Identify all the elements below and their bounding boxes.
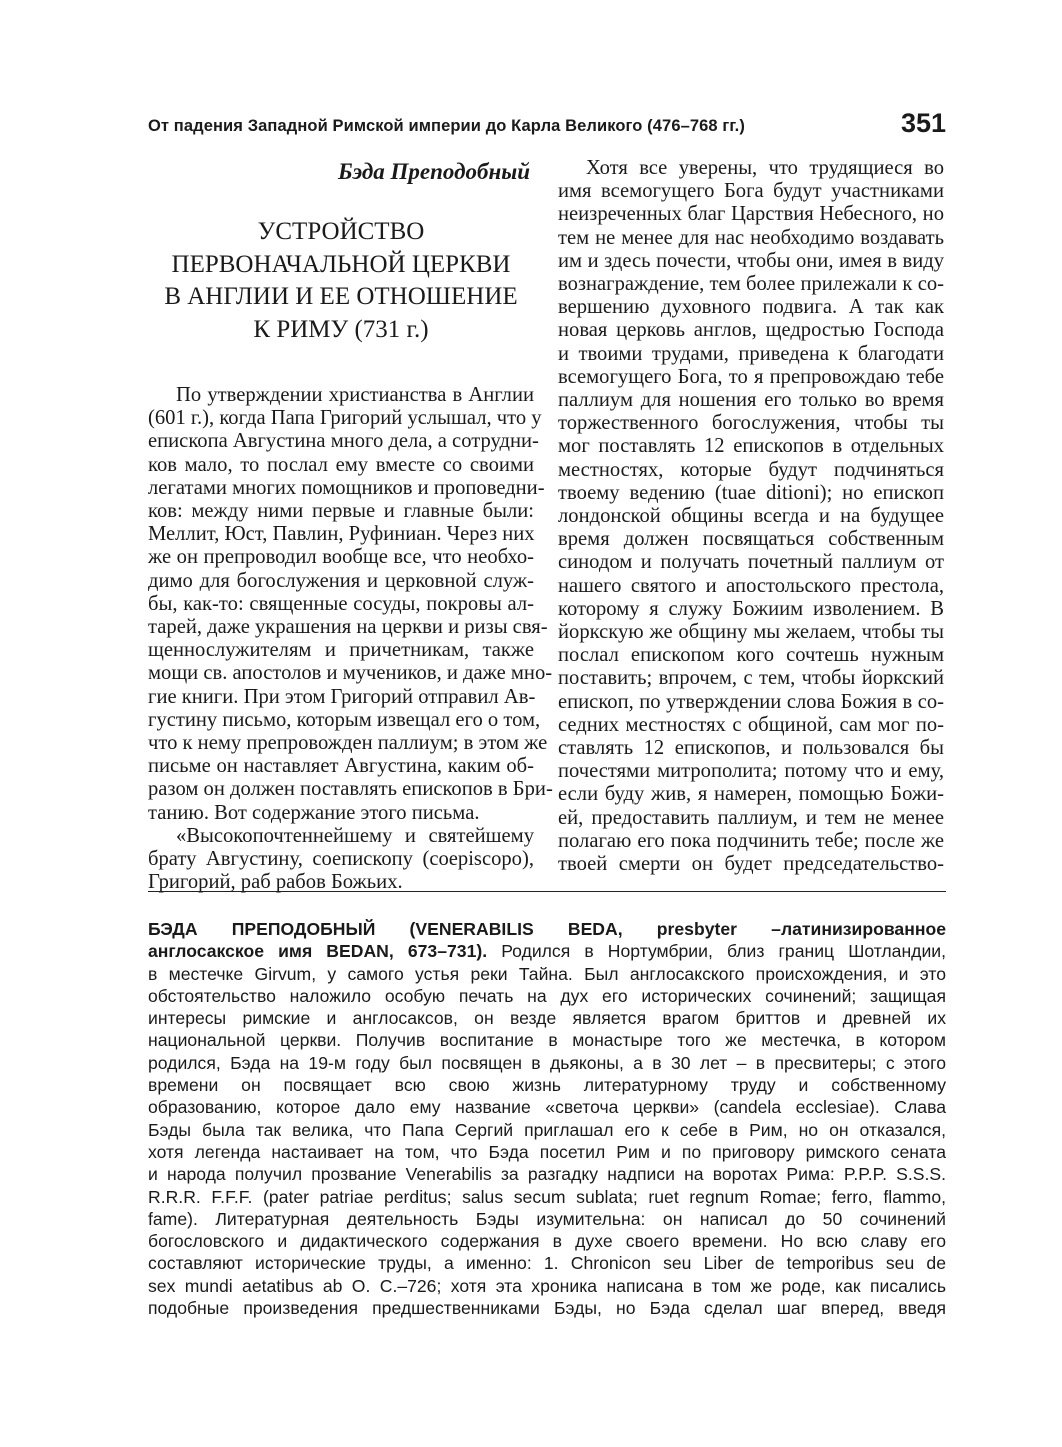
footnote-line: хотя легенда настаивает на том, что Бэда посетил Рим и по приговору римского сената bbox=[148, 1141, 946, 1162]
text-line: По утверждении христианства в Англии bbox=[176, 384, 534, 406]
text-line: «Высокопочтеннейшему и святейшему bbox=[176, 824, 534, 847]
text-line: Меллит, Юст, Павлин, Руфиниан. Через них bbox=[148, 523, 535, 546]
footnote-line bbox=[148, 940, 946, 962]
footnote-line: обстоятельство наложило особую печать на дух его исторических сочинений; защищая bbox=[148, 985, 946, 1006]
text-line: ставлять 12 епископов, и пользовался бы bbox=[558, 737, 944, 760]
footnote-line: sex mundi aetatibus ab O. C.–726; хотя эта хроника написана в том же роде, как писались bbox=[148, 1275, 946, 1296]
footnote-line: подобные произведения предшественниками Бэды, но Бэда сделал шаг вперед, введя bbox=[148, 1298, 946, 1319]
text-line: ков мало, то послал ему вместе со своими bbox=[148, 453, 534, 476]
text-line: легатами многих помощников и проповедни- bbox=[148, 476, 545, 499]
footnote-line: времени он посвящает всю свою жизнь литературному труду и собственному bbox=[148, 1075, 946, 1096]
footnote-line: и народа получил прозвание Venerabilis за разгадку надписи на воротах Рима: P.P.P. S.S.S. bbox=[148, 1164, 946, 1185]
text-line: мог поставлять 12 епископов в отдельных bbox=[558, 435, 944, 458]
text-line: гие книги. При этом Григорий отправил Ав- bbox=[148, 685, 536, 708]
text-line: почестями митрополита; потому что и ему, bbox=[558, 760, 944, 783]
footnote-block bbox=[148, 918, 946, 1319]
text-line: брату Августину, соепископу (coepiscopo), bbox=[148, 848, 534, 871]
footnote-line: составляют исторические труды, а именно: 1. Chronicon seu Liber de temporibus seu de bbox=[148, 1253, 946, 1274]
title-line: УСТРОЙСТВО bbox=[257, 218, 425, 245]
text-line: тем не менее для нас необходимо воздавать bbox=[558, 226, 944, 249]
footnote-text: Родился в Нортумбрии, близ границ Шотландии, bbox=[487, 941, 946, 962]
right-column bbox=[558, 156, 944, 876]
footnote-line: Бэды была так велика, что Папа Сергий приглашал его к себе в Рим, но он отказался, bbox=[148, 1119, 946, 1140]
text-line: послал епископом кого сочтешь нужным bbox=[558, 644, 944, 667]
title-line: В АНГЛИИ И ЕЕ ОТНОШЕНИЕ bbox=[164, 283, 518, 310]
text-line: Хотя все уверены, что трудящиеся во bbox=[586, 157, 944, 179]
text-line: танию. Вот содержание этого письма. bbox=[148, 801, 480, 824]
text-line: вознаграждение, тем более прилежали к со- bbox=[558, 273, 944, 296]
text-line: (601 г.), когда Папа Григорий услышал, что у bbox=[148, 407, 542, 430]
text-line: епископ, по утверждении слова Божия в со- bbox=[558, 690, 944, 713]
text-line: тарей, даже украшения на церкви и ризы свя- bbox=[148, 616, 548, 639]
text-line: которому я служу Божиим изволением. В bbox=[558, 597, 944, 620]
text-line: вершению духовного подвига. А так как bbox=[558, 296, 944, 319]
text-line: что к нему препровожден паллиум; в этом же bbox=[148, 732, 548, 755]
text-line: и твоими трудами, приведена к благодати bbox=[558, 342, 944, 365]
author-name: Бэда Преподобный bbox=[337, 159, 530, 184]
footnote-heading: БЭДА ПРЕПОДОБНЫЙ (VENERABILIS BEDA, presbyter –латинизированное bbox=[148, 919, 946, 939]
article-title bbox=[148, 216, 534, 346]
text-line: паллиум для ношения его только во время bbox=[558, 389, 944, 412]
text-line: если буду жив, я намерен, помощью Божи- bbox=[558, 783, 944, 806]
footnote-line bbox=[148, 918, 946, 940]
text-line: бы, как-то: священные сосуды, покровы ал- bbox=[148, 592, 534, 615]
footnote-line: R.R.R. F.F.F. (pater patriae perditus; salus secum sublata; ruet regnum Romae; ferro, flammo, bbox=[148, 1186, 946, 1207]
text-line: щеннослужителям и причетникам, также bbox=[148, 639, 534, 662]
right-column-text bbox=[558, 156, 944, 876]
text-line: седних местностях с общиной, сам мог по- bbox=[558, 713, 944, 736]
text-line: мощи св. апостолов и мучеников, и даже мно- bbox=[148, 662, 553, 685]
footnote-line: родился, Бэда на 19-м году был посвящен в дьяконы, а в 30 лет – в пресвитеры; с этого bbox=[148, 1052, 946, 1073]
text-line: нашего святого и апостольского престола, bbox=[558, 574, 944, 597]
footnote-line: национальной церкви. Получив воспитание в монастыре того же местечка, в котором bbox=[148, 1030, 946, 1051]
text-line: всемогущего Бога, то я препровождаю тебе bbox=[558, 365, 944, 388]
title-line: К РИМУ (731 г.) bbox=[253, 315, 429, 343]
text-line: Григорий, раб рабов Божьих. bbox=[148, 871, 403, 894]
footnote-heading-cont: англосакское имя BEDAN, 673–731). bbox=[148, 941, 488, 962]
text-line: епископа Августина много дела, а сотрудни- bbox=[148, 430, 539, 453]
text-line: торжественного богослужения, чтобы ты bbox=[558, 412, 944, 435]
text-line: имя всемогущего Бога будут участниками bbox=[558, 180, 944, 203]
footnote-line: образованию, которое дало ему название «светоча церкви» (candela ecclesiae). Слава bbox=[148, 1097, 946, 1118]
text-line: синодом и получать почетный паллиум от bbox=[558, 551, 944, 574]
running-header: От падения Западной Римской империи до Карла Великого (476–768 гг.) bbox=[148, 117, 745, 135]
text-line: твоей смерти он будет председательство- bbox=[558, 853, 944, 876]
footnote-line: в местечке Girvum, у самого устья реки Тайна. Был англосакского происхождения, и это bbox=[148, 963, 946, 984]
footnote-line: fame). Литературная деятельность Бэды изумительна: он написал до 50 сочинений bbox=[148, 1208, 946, 1229]
text-line: разом он должен поставлять епископов в Бри- bbox=[148, 778, 553, 801]
text-line: письме он наставляет Августина, каким об- bbox=[148, 755, 534, 778]
footnote-line: интересы римские и англосаксов, он везде является врагом бриттов и древней их bbox=[148, 1008, 946, 1029]
text-line: местностях, которые будут подчиняться bbox=[558, 458, 944, 481]
page-number: 351 bbox=[900, 108, 946, 138]
text-line: им и здесь почести, чтобы они, имея в виду bbox=[558, 249, 944, 272]
footnote-divider bbox=[148, 891, 946, 892]
text-line: густину письмо, которым извещал его о том, bbox=[148, 708, 541, 731]
text-line: поставить; впрочем, с тем, чтобы йоркский bbox=[558, 667, 944, 690]
left-column-text bbox=[148, 384, 553, 894]
text-line: время должен посвящаться собственным bbox=[558, 528, 944, 551]
left-column bbox=[148, 156, 553, 894]
text-line: неизреченных благ Царствия Небесного, но bbox=[558, 203, 944, 226]
text-line: димо для богослужения и церковной служ- bbox=[148, 569, 534, 592]
text-line: новая церковь англов, щедростью Господа bbox=[558, 319, 944, 342]
text-line: ков: между ними первые и главные были: bbox=[148, 500, 534, 523]
text-line: ей, предоставить паллиум, и тем не менее bbox=[558, 806, 944, 829]
title-line: ПЕРВОНАЧАЛЬНОЙ ЦЕРКВИ bbox=[171, 250, 511, 278]
text-line: лондонской общины всегда и на будущее bbox=[558, 505, 944, 528]
text-line: твоему ведению (tuae ditioni); но епископ bbox=[558, 481, 944, 504]
text-line: же он препроводил вообще все, что необхо- bbox=[148, 546, 534, 569]
footnote-line: богословского и дидактического содержания в духе своего времени. Но всю славу его bbox=[148, 1231, 946, 1252]
text-line: йоркскую же общину мы желаем, чтобы ты bbox=[558, 621, 944, 644]
text-line: полагаю его пока подчинить тебе; после же bbox=[558, 829, 944, 852]
